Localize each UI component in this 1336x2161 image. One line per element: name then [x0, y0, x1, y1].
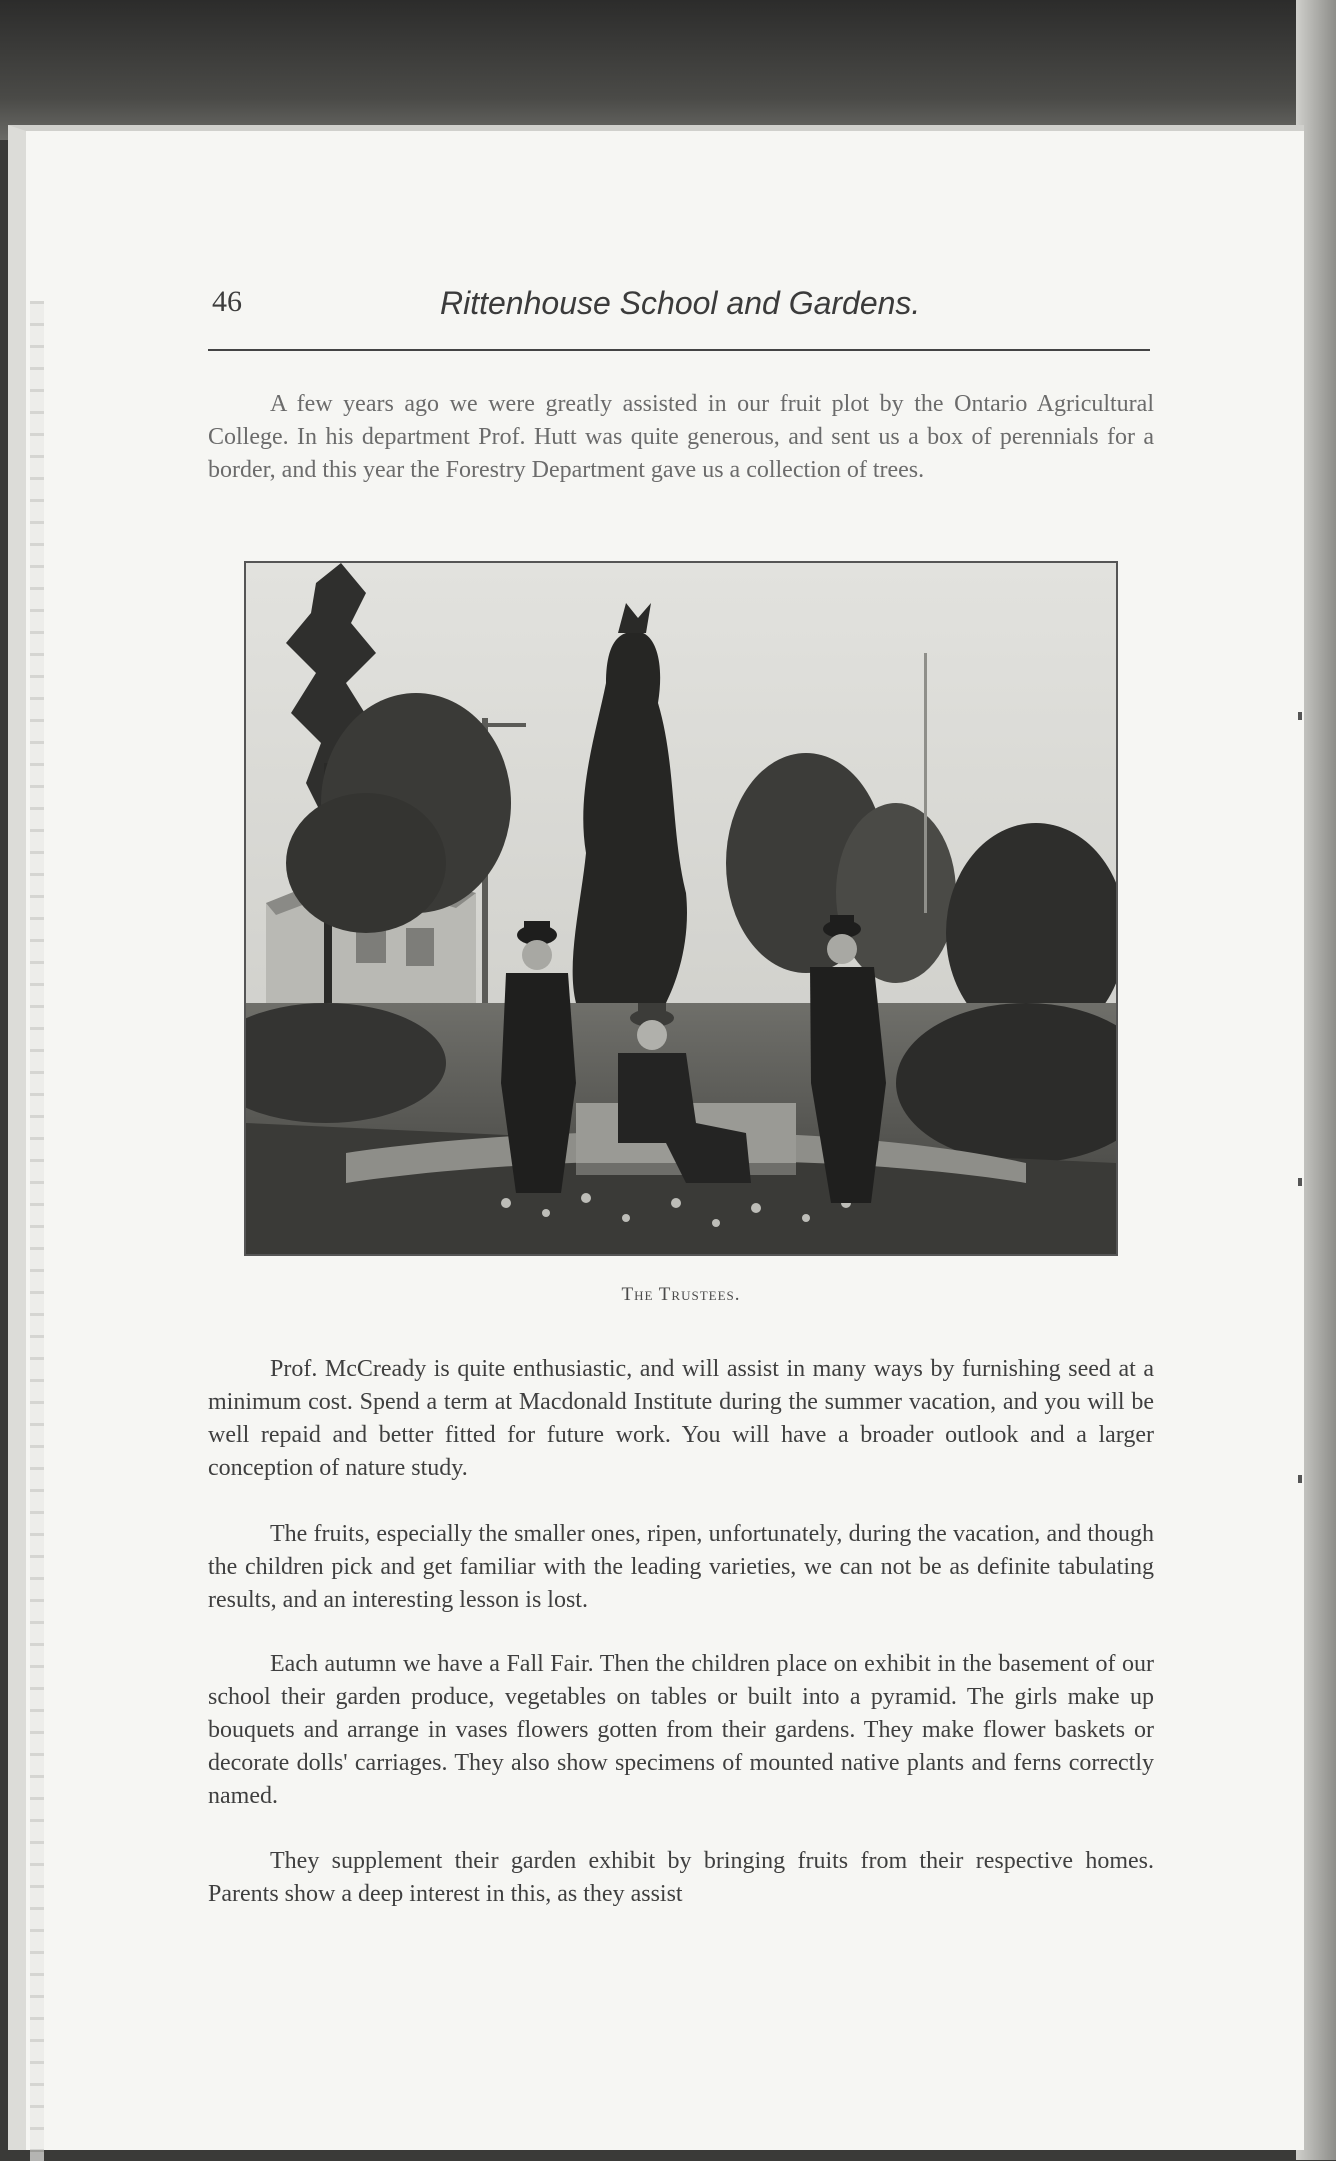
margin-mark: [1298, 1475, 1302, 1483]
scan-backdrop-top: [0, 0, 1336, 140]
paragraph-3: The fruits, especially the smaller ones, ripen, unfortunately, during the vacation, and though the children pick and get familiar with the leading varieties, we can not be as definite tabulating results, and an interesting lesson is lost.: [208, 1521, 1154, 1613]
photograph-image: [246, 563, 1116, 1254]
paragraph-5: They supplement their garden exhibit by bringing fruits from their respective homes. Parents show a deep interest in this, as they assist: [208, 1848, 1154, 1907]
page-number: 46: [212, 285, 242, 318]
trustees-photograph: [244, 561, 1118, 1256]
margin-mark: [1298, 1178, 1302, 1186]
paragraph-2: Prof. McCready is quite enthusiastic, and will assist in many ways by furnishing seed at a minimum cost. Spend a term at Macdonald Institute during the summer vacation, and you will be well repaid and better fitted for future work. You will have a broader outlook and a larger conception of nature study.: [208, 1356, 1154, 1481]
margin-mark: [1298, 712, 1302, 720]
page-edge-marks: [30, 301, 44, 2161]
running-title: Rittenhouse School and Gardens.: [440, 285, 921, 321]
header-rule: [208, 349, 1150, 351]
paragraph-4: Each autumn we have a Fall Fair. Then the children place on exhibit in the basement of our school their garden produce, vegetables on tables or built into a pyramid. The girls make up bouquets and arrange in vases flowers gotten from their gardens. They make flower baskets or decorate dolls' carriages. They also show specimens of mounted native plants and ferns correctly named.: [208, 1651, 1154, 1809]
paragraph-1: A few years ago we were greatly assisted in our fruit plot by the Ontario Agricultural College. In his department Prof. Hutt was quite generous, and sent us a box of perennials for a border, and this year the Forestry Department gave us a collection of trees.: [208, 391, 1154, 483]
figure-caption: The Trustees.: [621, 1284, 741, 1305]
